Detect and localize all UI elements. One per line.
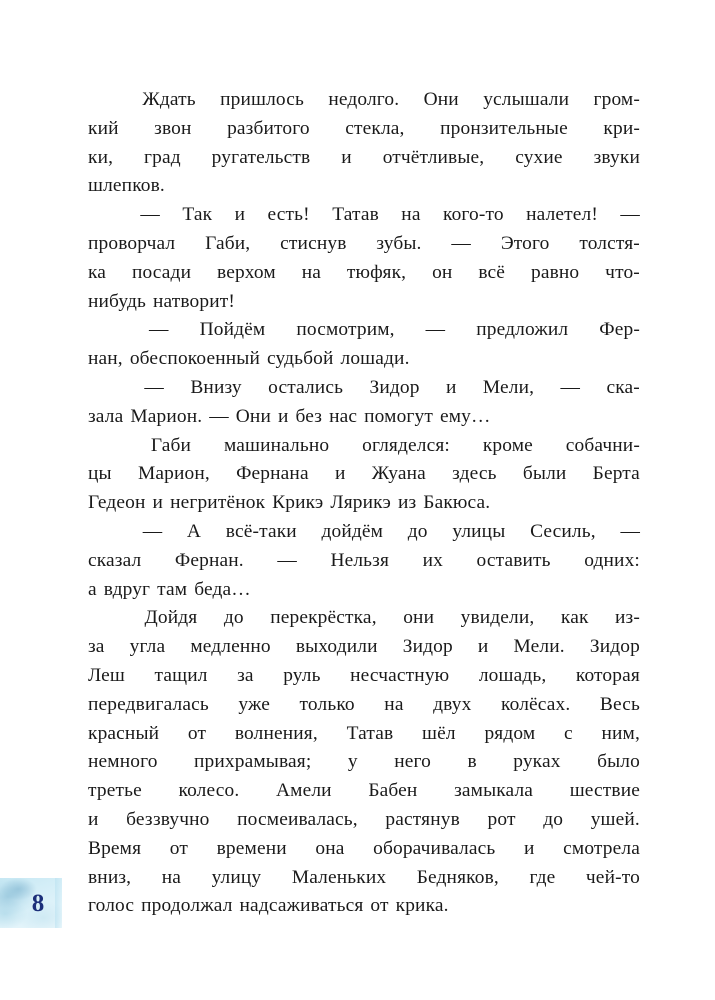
- word: Лярикэ: [330, 492, 391, 514]
- word: до: [543, 808, 564, 830]
- word: —: [451, 232, 471, 254]
- paragraph: [88, 518, 640, 604]
- word: и: [334, 463, 346, 485]
- word: у: [347, 751, 358, 773]
- word: Габи: [150, 434, 192, 456]
- word: тащил: [154, 664, 208, 686]
- text-line: [88, 662, 640, 691]
- word: дойдём: [321, 520, 384, 542]
- word: растянув: [385, 808, 460, 830]
- word: и: [445, 376, 457, 398]
- word: за: [237, 664, 254, 686]
- word: Нельзя: [330, 549, 390, 571]
- word: всё: [478, 261, 506, 283]
- word: —: [277, 549, 297, 571]
- word: лошадь,: [478, 664, 547, 686]
- word: обеспокоенный: [129, 348, 260, 370]
- word: Габи,: [205, 232, 251, 254]
- text-line: [88, 201, 640, 230]
- word: —: [142, 520, 163, 542]
- word: Так: [182, 204, 213, 226]
- word: шёл: [422, 722, 456, 744]
- word: как: [560, 607, 589, 629]
- word: колёсах.: [501, 693, 571, 715]
- word: А: [186, 520, 202, 542]
- word: стекла,: [345, 117, 405, 139]
- word: шлепков.: [88, 175, 165, 197]
- word: —: [149, 319, 169, 341]
- word: передвигалась: [88, 693, 209, 715]
- word: от: [187, 722, 207, 744]
- word: Берта: [592, 463, 640, 485]
- word: сказал: [88, 549, 142, 571]
- word: Бедняков,: [416, 866, 499, 888]
- word: на: [384, 693, 404, 715]
- word: до: [223, 607, 244, 629]
- word: где: [529, 866, 556, 888]
- word: верхом: [217, 261, 276, 283]
- text-line: [88, 864, 640, 893]
- text-line: [88, 316, 640, 345]
- word: продолжал: [141, 895, 233, 917]
- text-line: [88, 374, 640, 403]
- word: без: [295, 405, 323, 427]
- word: Бакюса.: [423, 492, 491, 514]
- word: зала: [88, 405, 124, 427]
- word: ушей.: [590, 808, 640, 830]
- word: есть!: [267, 204, 310, 226]
- paragraph: [88, 316, 640, 374]
- word: с: [564, 722, 573, 744]
- word: ки,: [88, 146, 114, 168]
- word: Татав: [332, 204, 379, 226]
- text-line: [88, 806, 640, 835]
- word: Маленьких: [291, 866, 387, 888]
- text-line: [88, 345, 640, 374]
- word: —: [620, 520, 640, 542]
- word: и: [341, 146, 352, 168]
- word: всё-таки: [225, 520, 297, 542]
- word: надсаживаться: [239, 895, 364, 917]
- text-line: [88, 144, 640, 173]
- word: налетел!: [526, 204, 598, 226]
- word: Гедеон: [88, 492, 146, 514]
- word: Мели.: [513, 636, 565, 658]
- paragraph-indent: [88, 432, 118, 461]
- word: негритёнок: [170, 492, 266, 514]
- text-line: [88, 86, 640, 115]
- word: гром-: [593, 89, 640, 110]
- word: толстя-: [579, 232, 640, 254]
- word: он: [432, 261, 453, 283]
- word: угла: [129, 636, 166, 658]
- word: сухие: [515, 146, 563, 168]
- text-line: [88, 288, 640, 317]
- word: руль: [283, 664, 321, 686]
- text-line: [88, 460, 640, 489]
- word: проворчал: [88, 232, 176, 254]
- word: Зидор: [589, 636, 640, 658]
- word: из: [397, 492, 417, 514]
- word: оборачивалась: [373, 837, 496, 859]
- word: Фернан.: [174, 549, 244, 571]
- word: кого-то: [443, 204, 504, 226]
- word: нибудь: [88, 290, 146, 312]
- word: него: [394, 751, 431, 773]
- word: немного: [88, 751, 158, 773]
- text-line: [88, 432, 640, 461]
- word: посади: [131, 261, 192, 283]
- page-number-chip: [0, 878, 62, 928]
- word: —: [144, 376, 164, 398]
- word: беззвучно: [126, 808, 210, 830]
- word: Бабен: [368, 780, 418, 802]
- paragraph: [88, 604, 640, 921]
- word: Зидор: [369, 376, 420, 398]
- text-line: [88, 720, 640, 749]
- word: до: [407, 520, 428, 542]
- word: вниз,: [88, 866, 132, 888]
- word: крика.: [395, 895, 449, 917]
- word: помогут: [364, 405, 433, 427]
- word: Весь: [599, 693, 640, 715]
- word: —: [560, 376, 581, 398]
- word: остались: [268, 376, 344, 398]
- word: нас: [329, 405, 358, 427]
- word: третье: [88, 780, 142, 802]
- text-line: [88, 691, 640, 720]
- word: машинально: [223, 434, 330, 456]
- word: голос: [88, 895, 135, 917]
- word: было: [597, 751, 640, 773]
- word: здесь: [452, 463, 497, 485]
- word: звуки: [593, 146, 640, 168]
- word: предложил: [476, 319, 569, 341]
- text-line: [88, 576, 640, 605]
- word: шествие: [569, 780, 640, 802]
- word: услышали: [483, 89, 570, 110]
- word: ним,: [601, 722, 640, 744]
- word: Пойдём: [199, 319, 266, 341]
- paragraph-indent: [88, 374, 118, 403]
- text-line: [88, 403, 640, 432]
- word: кроме: [482, 434, 533, 456]
- paragraph-indent: [88, 201, 118, 230]
- word: из-: [615, 607, 640, 629]
- word: медленно: [190, 636, 271, 658]
- word: несчастную: [350, 664, 450, 686]
- word: ска-: [606, 376, 640, 398]
- word: там: [157, 578, 188, 600]
- text-line: [88, 835, 640, 864]
- word: прихрамывая;: [194, 751, 312, 773]
- word: красный: [88, 722, 160, 744]
- word: стиснув: [280, 232, 347, 254]
- word: Леш: [88, 664, 126, 686]
- word: ему…: [439, 405, 491, 427]
- word: на: [401, 204, 421, 226]
- word: смотрела: [563, 837, 640, 859]
- word: посмеивалась,: [237, 808, 358, 830]
- paragraph: [88, 432, 640, 518]
- text-line: [88, 230, 640, 259]
- word: а: [88, 578, 97, 600]
- word: Они: [235, 405, 271, 427]
- word: двух: [433, 693, 472, 715]
- word: Внизу: [190, 376, 242, 398]
- word: Они: [423, 89, 459, 110]
- word: времени: [216, 837, 287, 859]
- word: Жуана: [371, 463, 426, 485]
- word: Время: [88, 837, 142, 859]
- word: —: [620, 204, 640, 226]
- word: Крикэ: [272, 492, 324, 514]
- word: были: [522, 463, 567, 485]
- word: за: [88, 636, 105, 658]
- word: Сесиль,: [530, 520, 596, 542]
- word: Амели: [276, 780, 332, 802]
- word: Татав: [346, 722, 394, 744]
- word: лошади.: [340, 348, 410, 370]
- paragraph: [88, 86, 640, 201]
- word: только: [299, 693, 355, 715]
- word: Марион,: [137, 463, 210, 485]
- word: огляделся:: [362, 434, 450, 456]
- text-line: [88, 748, 640, 777]
- word: пришлось: [220, 89, 304, 110]
- word: —: [425, 319, 446, 341]
- word: посмотрим,: [296, 319, 395, 341]
- word: отчётливые,: [382, 146, 485, 168]
- word: натворит!: [152, 290, 235, 312]
- word: —: [209, 405, 229, 427]
- word: собачни-: [565, 434, 640, 456]
- word: Мели,: [482, 376, 535, 398]
- word: перекрёстка,: [270, 607, 377, 629]
- word: тюфяк,: [346, 261, 407, 283]
- word: рядом: [484, 722, 536, 744]
- word: и: [477, 636, 489, 658]
- word: цы: [88, 463, 112, 485]
- word: ругательств: [211, 146, 311, 168]
- word: чей-то: [585, 866, 640, 888]
- text-line: [88, 547, 640, 576]
- word: увидели,: [460, 607, 535, 629]
- word: и: [234, 204, 246, 226]
- word: недолго.: [328, 89, 400, 110]
- word: улицу: [211, 866, 262, 888]
- word: рот: [487, 808, 516, 830]
- word: на: [301, 261, 322, 283]
- word: Фер-: [599, 319, 640, 341]
- word: кий: [88, 117, 119, 139]
- word: град: [144, 146, 181, 168]
- word: в: [467, 751, 477, 773]
- word: оставить: [476, 549, 551, 571]
- text-line: [88, 172, 640, 201]
- word: от: [169, 837, 189, 859]
- word: Этого: [500, 232, 550, 254]
- word: она: [315, 837, 345, 859]
- paragraph: [88, 374, 640, 432]
- word: пронзительные: [440, 117, 568, 139]
- paragraph-indent: [88, 518, 118, 547]
- word: от: [370, 895, 389, 917]
- word: выходили: [295, 636, 378, 658]
- word: зубы.: [376, 232, 422, 254]
- word: что-: [605, 261, 640, 283]
- word: Зидор: [402, 636, 453, 658]
- word: которая: [575, 664, 640, 686]
- word: равно: [530, 261, 580, 283]
- word: они: [403, 607, 435, 629]
- word: замыкала: [454, 780, 534, 802]
- word: руках: [513, 751, 561, 773]
- text-line: [88, 115, 640, 144]
- text-line: [88, 604, 640, 633]
- text-line: [88, 489, 640, 518]
- word: и: [277, 405, 289, 427]
- word: судьбой: [266, 348, 334, 370]
- text-line: [88, 633, 640, 662]
- text-line: [88, 518, 640, 547]
- paragraph-indent: [88, 86, 118, 115]
- word: нан,: [88, 348, 123, 370]
- word: Дойдя: [144, 607, 198, 629]
- word: на: [161, 866, 182, 888]
- paragraph: [88, 201, 640, 316]
- word: улицы: [452, 520, 506, 542]
- word: и: [88, 808, 99, 830]
- paragraph-indent: [88, 316, 118, 345]
- word: и: [152, 492, 164, 514]
- word: их: [422, 549, 443, 571]
- word: одних:: [584, 549, 640, 571]
- page-number: 8: [31, 889, 45, 917]
- page-text-column: [88, 86, 640, 921]
- text-line: [88, 259, 640, 288]
- word: Марион.: [130, 405, 203, 427]
- text-line: [88, 892, 640, 921]
- word: волнения,: [234, 722, 318, 744]
- word: беда…: [194, 578, 251, 600]
- word: Фернана: [236, 463, 309, 485]
- word: вдруг: [103, 578, 151, 600]
- text-line: [88, 777, 640, 806]
- word: разбитого: [227, 117, 310, 139]
- word: —: [140, 204, 160, 226]
- word: ка: [88, 261, 107, 283]
- word: Ждать: [142, 89, 196, 110]
- word: звон: [154, 117, 192, 139]
- word: и: [524, 837, 535, 859]
- word: колесо.: [178, 780, 240, 802]
- word: кри-: [603, 117, 640, 139]
- paragraph-indent: [88, 604, 118, 633]
- word: уже: [238, 693, 271, 715]
